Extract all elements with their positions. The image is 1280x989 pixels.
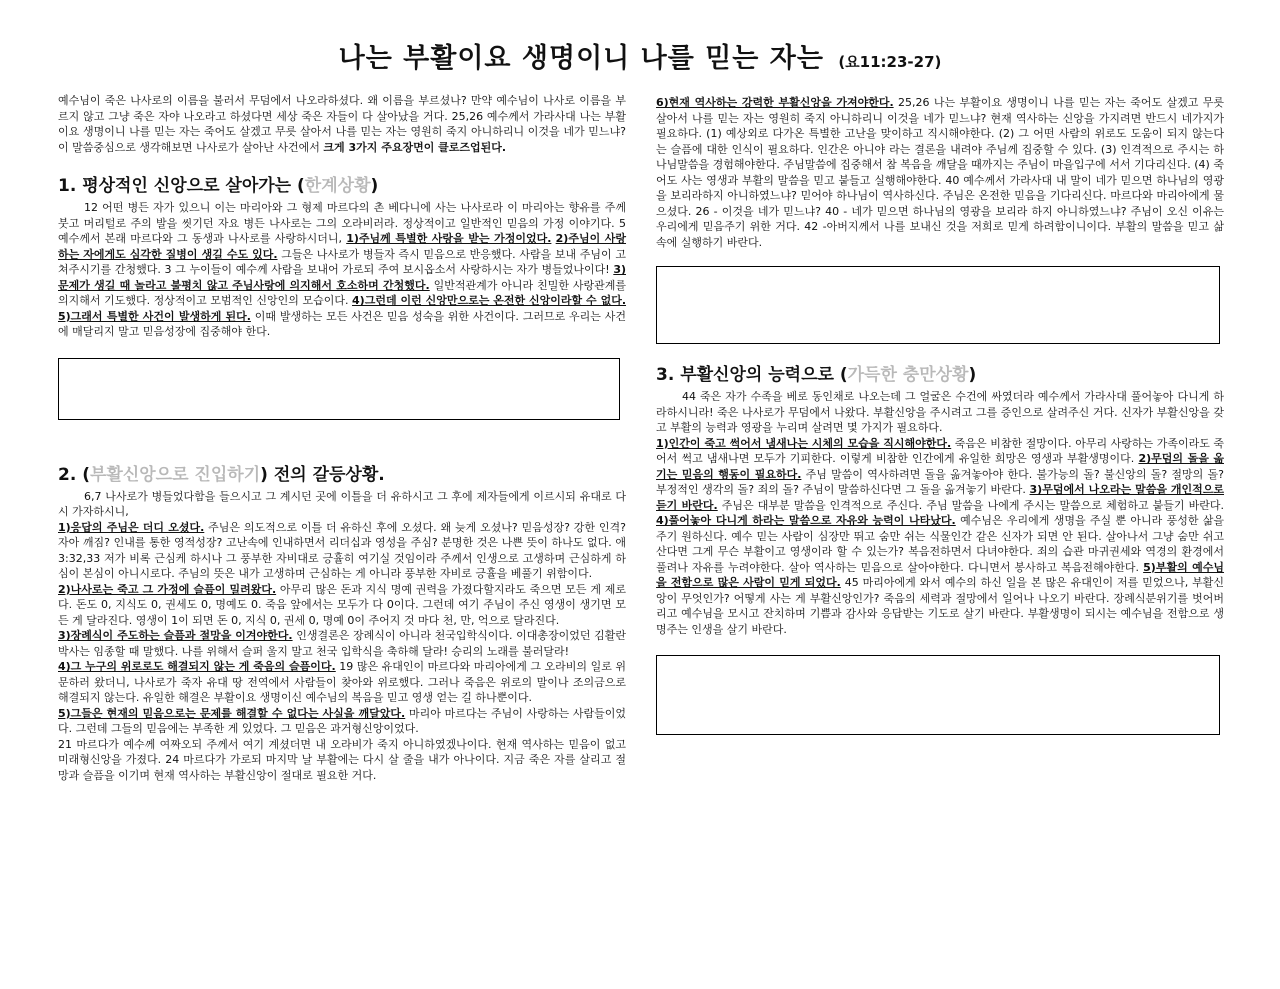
section2-closing: 21 마르다가 예수께 여짜오되 주께서 여기 계셨더면 내 오라비가 죽지 아니하였겠나이다. 현재 역사하는 믿음이 없고 미래형신앙을 가졌다. 24 마르다가 가로되 마지막 날 부활에는 다시 살 줄을 내가 아나이다. 지금 죽은 자를 살리고 절망과 슬픔을 이기며 현재 역사하는 부활신앙이 절대로 필요한 거다.: [58, 737, 626, 782]
section1-text-1: 12 어떤 병든 자가 있으니 이는 마리아와 그 형제 마르다의 촌 베다니에 사는 나사로라 이 마리아는 향유를 주께 붓고 머리털로 주의 발을 씻기던 자요 병든 나사로는 그의 오라비러라. 정상적이고 일반적인 믿음의 가정 이야기다. 5 예수께서 본래 마르다와 그 동생과 나사로를 사랑하시더니,: [58, 201, 626, 245]
section3-heading: [656, 364, 1224, 386]
intro-text: 예수님이 죽은 나사로의 이름을 불러서 무덤에서 나오라하셨다. 왜 이름을 부르셨나? 만약 예수님이 나사로 이름을 부르지 않고 그냥 죽은 자야 나오라고 하셨다면 세상 죽은 자들이 다 살아났을 거다. 25,26 예수께서 가라사대 나는 부활이요 생명이니 나를 믿는 자는 죽어도 살겠고 무릇 살아서 나를 믿는 자는 영원히 죽지 아니하리니 이것을 네가 믿느냐? 이 말씀중심으로 생각해보면 나사로가 살아난 사건에서: [58, 94, 626, 154]
section1-point-5: 5)그래서 특별한 사건이 발생하게 된다.: [58, 309, 251, 323]
section2-text-1: 주님은 의도적으로 이틀 더 유하신 후에 오셨다. 왜 늦게 오셨나? 믿음성장? 강한 인격? 자아 깨짐? 인내를 통한 영적성장? 고난속에 인내하면서 리더십과 영성을 주심? 분명한 것은 나쁜 뜻이 하나도 없다. 애3:32,33 저가 비록 근심케 하시나 그 풍부한 자비대로 긍휼히 여기실 것임이라 주께서 인생으로 고생하며 근심하게 하심이 본심이 아니시로다. 주님의 뜻은 내가 고생하며 근심하는 게 아니라 풍부한 자비로 긍휼을 베풀기 위함이다.: [58, 520, 627, 580]
section1-body: [58, 200, 626, 340]
section3-point-1: 1)인간이 죽고 썩어서 냄새나는 시체의 모습을 직시해야한다.: [656, 436, 952, 450]
left-column: [58, 93, 626, 783]
section1-heading: [58, 175, 626, 197]
section3-point-2: 2)무덤의 돌을 옮기는 믿음의 행동이 필요하다.: [656, 452, 1224, 481]
page-title: [0, 36, 1280, 75]
notes-box-1[interactable]: [58, 358, 620, 420]
section3-text-4: 예수님은 우리에게 생명을 주실 뿐 아니라 풍성한 삶을 주기 원하신다. 예수 믿는 사람이 심장만 뛰고 숨만 쉬는 식물인간 같은 신자가 되면 안 된다. 살아나서 그냥 숨만 쉬고 산다면 그게 무슨 부활이고 영생이라 할 수 있는가? 복음전하면서 다녀야한다. 죄의 습관 마귀권세와 역경의 환경에서 풀려나 자유를 누려야한다. 살아 역사하는 믿음으로 살아야한다. 다니면서 봉사하고 복음전해야한다.: [656, 514, 1225, 574]
section2-intro: 6,7 나사로가 병들었다함을 들으시고 그 계시던 곳에 이틀을 더 유하시고 그 후에 제자들에게 이르시되 유대로 다시 가자하시니,: [58, 489, 626, 518]
notes-box-2[interactable]: [656, 266, 1220, 344]
section2-point-5: 5)그들은 현재의 믿음으로는 문제를 해결할 수 없다는 사실을 깨달았다.: [58, 706, 406, 720]
section2-heading: [58, 464, 626, 486]
section2-text-3: 인생결론은 장례식이 아니라 천국입학식이다. 이대총장이었던 김활란박사는 임종할 때 말했다. 나를 위해서 슬퍼 울지 말고 천국 입학식을 축하해 달라! 승리의 노래를 불러달라!: [58, 629, 626, 658]
section2-text-2: 아무리 많은 돈과 지식 명예 권력을 가졌다할지라도 죽으면 모든 게 제로다. 돈도 0, 지식도 0, 권세도 0, 명예도 0. 죽음 앞에서는 모두가 다 0이다. 그런데 여기 주님이 주신 영생이 생기면 모든 게 달라진다. 영생이 1이 되면 돈 0, 지식 0, 권세 0, 명예 0이 주어지 것 마다 천, 만, 억으로 달라진다.: [58, 582, 626, 627]
section3-text-3: 주님은 대부분 말씀을 인격적으로 주신다. 주님 말씀을 나에게 주시는 말씀으로 체험하고 붙들기 바란다.: [721, 498, 1224, 512]
section1-heading-pre: 1. 평상적인 신앙으로 살아가는 (: [58, 176, 305, 196]
section2-heading-faded: 부활신앙으로 진입하기: [89, 464, 261, 485]
section2-point-1: 1)응답의 주님은 더디 오셨다.: [58, 520, 205, 534]
right-item-6: [656, 95, 1224, 250]
section3-text-5: 45 마리아에게 와서 예수의 하신 일을 본 많은 유대인이 저를 믿었으나, 부활신앙이 무엇인가? 어떻게 사는 게 부활신앙인가? 죽음의 세력과 절망에서 일어나 나오기 바란다. 장례식분위기를 벗어버리고 예수님을 모시고 잔치하며 기쁨과 감사와 응답받는 기도로 살기 바란다. 부활생명이 되시는 예수님을 전함으로 생명주는 인생을 살기 바란다.: [656, 576, 1225, 636]
section3-point-5: 5)부활의 예수님을 전함으로 많은 사람이 믿게 되었다.: [656, 560, 1225, 589]
notes-box-3[interactable]: [656, 655, 1220, 735]
section2-heading-pre: 2. (: [58, 464, 90, 485]
section2-item-2: [58, 582, 626, 629]
section2-text-5: 마리아 마르다는 주님이 사랑하는 사람들이었다. 그런데 그들의 믿음에는 부족한 게 있었다. 그 믿음은 과거형신앙이었다.: [58, 706, 626, 735]
section3-intro: 44 죽은 자가 수족을 베로 동인채로 나오는데 그 얼굴은 수건에 싸였더라 예수께서 가라사대 풀어놓아 다니게 하라하시니라! 죽은 나사로가 무덤에서 나왔다. 부활신앙을 주시려고 그를 증인으로 살려주신 거다. 신자가 부활신앙을 갖고 부활의 능력과 영광을 누리며 살려면 몇 가지가 필요하다.: [656, 390, 1224, 434]
section2-item-3: [58, 628, 626, 659]
section2-point-4: 4)그 누구의 위로로도 해결되지 않는 게 죽음의 슬픔이다.: [58, 660, 336, 673]
section3-point-4: 4)풀어놓아 다니게 하라는 말씀으로 자유와 능력이 나타났다.: [656, 514, 956, 527]
section1-text-4: 이때 발생하는 모든 사건은 믿음 성숙을 위한 사건이다. 그러므로 우리는 사건에 매달리지 말고 믿음성장에 집중해야 한다.: [58, 309, 626, 338]
section3-text-2: 주님 말씀이 역사하려면 돌을 옮겨놓아야 한다. 불가능의 돌? 불신앙의 돌? 절망의 돌? 부정적인 생각의 돌? 죄의 돌? 주님이 말씀하신다면 그 돌을 옮겨놓기 바란다.: [656, 467, 1224, 496]
intro-bold: 크게 3가지 주요장면이 클로즈업된다.: [323, 140, 507, 154]
section3-heading-post: ): [968, 365, 977, 385]
title-main: 나는 부활이요 생명이니 나를 믿는 자는: [338, 43, 824, 74]
section1-point-3: 3)문제가 생길 때 놀라고 불평치 않고 주님사랑에 의지해서 호소하며 간청했다.: [58, 263, 626, 292]
section3-body: [656, 436, 1224, 638]
section1-point-4: 4)그런데 이런 신앙만으로는 온전한 신앙이라할 수 없다.: [352, 294, 627, 307]
section3-text-1: 죽음은 비참한 절망이다. 아무리 사랑하는 가족이라도 죽어서 썩고 냄새나면 모두가 기피한다. 이렇게 비참한 인간에게 유일한 희망은 영생과 부활생명이다.: [656, 436, 1225, 465]
section2-point-2: 2)나사로는 죽고 그 가정에 슬픔이 밀려왔다.: [58, 582, 277, 596]
section1-heading-faded: 한계상황: [304, 176, 371, 196]
right-column: [656, 95, 1224, 735]
section1-point-2: 2)주님이 사랑하는 자에게도 심각한 질병이 생길 수도 있다.: [58, 232, 627, 261]
section2-item-4: [58, 659, 626, 706]
section3-heading-faded: 가득한 충만상황: [847, 365, 969, 385]
intro-paragraph: [58, 93, 626, 155]
section3-point-3: 3)무덤에서 나오라는 말씀을 개인적으로 듣기 바란다.: [656, 483, 1225, 512]
section2-point-6: 6)현재 역사하는 강력한 부활신앙을 가져야한다.: [656, 96, 894, 109]
section3-heading-pre: 3. 부활신앙의 능력으로 (: [656, 365, 848, 385]
section2-item-5: [58, 706, 626, 737]
title-reference: (요11:23-27): [838, 53, 942, 71]
section2-item-1: [58, 520, 626, 582]
section2-text-6: 25,26 나는 부활이요 생명이니 나를 믿는 자는 죽어도 살겠고 무릇 살아서 나를 믿는 자는 영원히 죽지 아니하리니 이것을 네가 믿느냐? 현재 역사하는 신앙을 가지려면 반드시 네가지가 필요하다. (1) 예상외로 다가온 특별한 고난을 맞이하고 직시해야한다. (2) 그 어떤 사람의 위로도 도움이 되지 않는다는 슬픔에 대한 인식이 필요하다. 인간은 아니야 라는 결론을 내려야 주님께 집중할 수 있다. (3) 인격적으로 주시는 하나님말씀을 경험해야한다. 주님말씀에 집중해서 참 복음을 깨달을 때까지는 주님이 마을입구에 서서 기다리신다. (4) 죽어도 사는 영생과 부활의 말씀을 믿고 붙들고 실행해야한다. 40 예수께서 가라사대 내 말이 네가 믿으면 하나님의 영광을 보리라하지 아니하였느냐? 믿어야 하나님이 역사하신다. 주님은 온전한 믿음을 기다리신다. 마르다와 마리아에게 물으셨다. 26 - 이것을 네가 믿느냐? 40 - 네가 믿으면 하나님의 영광을 보리라 하지 아니하였느냐? 주님이 오신 이유는 우리에게 믿음주기 위한 거다. 42 -아버지께서 나를 보내신 것을 저희로 믿게 하려함이니이다. 부활의 말씀을 믿고 삶 속에 실행하기 바란다.: [656, 96, 1224, 249]
section1-point-1: 1)주님께 특별한 사랑을 받는 가정이었다.: [346, 232, 552, 245]
section2-point-3: 3)장례식이 주도하는 슬픔과 절망을 이겨야한다.: [58, 629, 293, 642]
section1-text-3: 일반적관계가 아니라 친밀한 사랑관계를 의지해서 기도했다. 정상적이고 모범적인 신앙인의 모습이다.: [58, 278, 626, 307]
section1-heading-post: ): [370, 176, 379, 196]
section2-heading-post: ) 전의 갈등상황.: [260, 464, 385, 485]
section1-text-2: 그들은 나사로가 병들자 즉시 믿음으로 반응했다. 사람을 보내 주님이 고쳐주시기를 간청했다. 3 그 누이들이 예수께 사람을 보내어 가로되 주여 보시옵소서 사랑하시는 자가 병들었나이다!: [58, 247, 626, 276]
section2-text-4: 19 많은 유대인이 마르다와 마리아에게 그 오라비의 일로 위문하러 왔더니, 나사로가 죽자 유대 땅 전역에서 사람들이 찾아와 위로했다. 그러나 죽음은 위로의 말이나 조의금으로 해결되지 않는다. 유일한 해결은 부활이요 생명이신 예수님의 복음을 믿고 영생 얻는 길 하나뿐이다.: [58, 660, 627, 704]
